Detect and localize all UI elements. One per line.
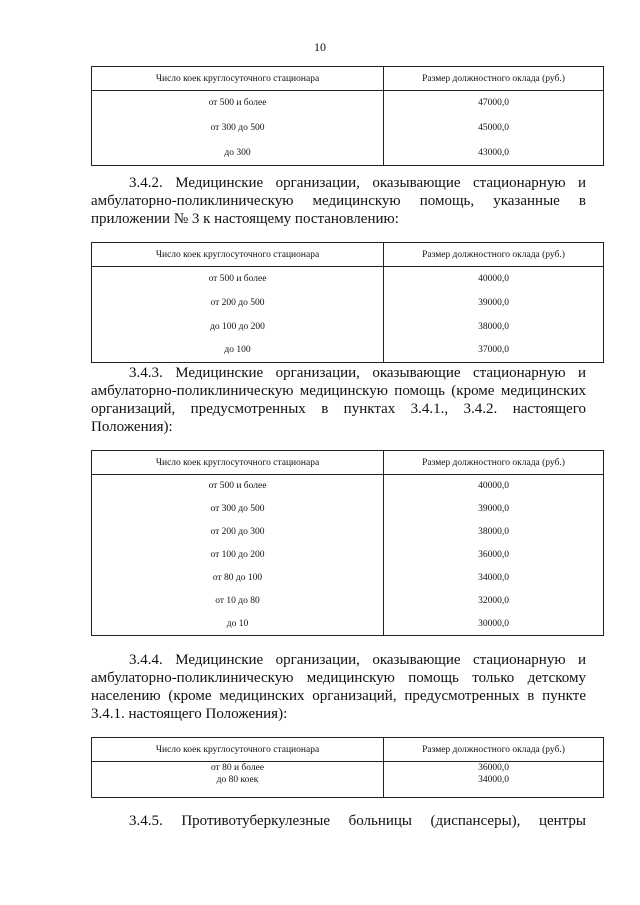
cell-salary: 38000,0: [384, 315, 604, 339]
cell-line: 34000,0: [478, 775, 509, 785]
cell-beds: до 10: [92, 613, 384, 636]
table-row: [92, 141, 604, 166]
cell-salary: 39000,0: [384, 498, 604, 521]
table-row: [92, 590, 604, 613]
table-header-row: [92, 243, 604, 267]
cell-beds: от 300 до 500: [92, 116, 384, 141]
cell-line: от 80 и более: [210, 763, 265, 773]
table-header-row: [92, 738, 604, 762]
cell-line: 36000,0: [478, 763, 509, 773]
table-row: [92, 521, 604, 544]
cell-beds: от 10 до 80: [92, 590, 384, 613]
table-row: [92, 498, 604, 521]
salary-table-1: [91, 66, 604, 166]
header-salary: Размер должностного оклада (руб.): [384, 738, 604, 762]
cell-beds: до 100 до 200: [92, 315, 384, 339]
table-row: [92, 762, 604, 798]
paragraph-3-4-2: 3.4.2. Медицинские организации, оказывающие стационарную и амбулаторно-поликлиническую медицинскую помощь, указанные в приложении № 3 к настоящему постановлению:: [91, 175, 586, 227]
cell-beds: от 500 и более: [92, 475, 384, 498]
cell-beds: от 500 и более: [92, 91, 384, 116]
cell-beds: до 100: [92, 339, 384, 363]
header-beds: Число коек круглосуточного стационара: [92, 67, 384, 91]
table-row: [92, 291, 604, 315]
header-beds: Число коек круглосуточного стационара: [92, 243, 384, 267]
cell-salary: 40000,0: [384, 267, 604, 291]
page-number: 10: [314, 40, 326, 54]
cell-salary: 36000,0: [384, 544, 604, 567]
header-beds: Число коек круглосуточного стационара: [92, 738, 384, 762]
cell-beds: от 200 до 300: [92, 521, 384, 544]
table-header-row: [92, 451, 604, 475]
cell-salary: 43000,0: [384, 141, 604, 166]
paragraph-3-4-4: 3.4.4. Медицинские организации, оказывающие стационарную и амбулаторно-поликлиническую медицинскую помощь только детскому населению (кроме медицинских организаций, предусмотренных в пункте 3.4.1. настоящего Положения):: [91, 652, 586, 722]
cell-beds: от 200 до 500: [92, 291, 384, 315]
table-row: [92, 339, 604, 363]
salary-table-2: [91, 242, 604, 363]
cell-beds: от 500 и более: [92, 267, 384, 291]
header-salary: Размер должностного оклада (руб.): [384, 243, 604, 267]
table-row: [92, 91, 604, 116]
cell-salary: 38000,0: [384, 521, 604, 544]
cell-salary: 37000,0: [384, 339, 604, 363]
cell-beds: от 80 до 100: [92, 567, 384, 590]
table-row: [92, 567, 604, 590]
cell-beds: [92, 762, 384, 798]
cell-salary: [384, 762, 604, 798]
cell-salary: 47000,0: [384, 91, 604, 116]
table-row: [92, 267, 604, 291]
header-beds: Число коек круглосуточного стационара: [92, 451, 384, 475]
cell-salary: 39000,0: [384, 291, 604, 315]
cell-beds: до 300: [92, 141, 384, 166]
cell-beds: от 100 до 200: [92, 544, 384, 567]
header-salary: Размер должностного оклада (руб.): [384, 67, 604, 91]
cell-salary: 45000,0: [384, 116, 604, 141]
table-header-row: [92, 67, 604, 91]
cell-salary: 34000,0: [384, 567, 604, 590]
table-row: [92, 613, 604, 636]
cell-salary: 40000,0: [384, 475, 604, 498]
table-row: [92, 315, 604, 339]
paragraph-3-4-3: 3.4.3. Медицинские организации, оказывающие стационарную и амбулаторно-поликлиническую медицинскую помощь (кроме медицинских организаций, предусмотренных в пунктах 3.4.1., 3.4.2. настоящего Положения):: [91, 365, 586, 435]
table-row: [92, 544, 604, 567]
salary-table-4: [91, 737, 604, 798]
cell-beds: от 300 до 500: [92, 498, 384, 521]
header-salary: Размер должностного оклада (руб.): [384, 451, 604, 475]
cell-salary: 32000,0: [384, 590, 604, 613]
table-row: [92, 116, 604, 141]
table-row: [92, 475, 604, 498]
salary-table-3: [91, 450, 604, 636]
cell-line: до 80 коек: [216, 775, 259, 785]
cell-salary: 30000,0: [384, 613, 604, 636]
paragraph-3-4-5: 3.4.5. Противотуберкулезные больницы (диспансеры), центры: [129, 813, 586, 829]
